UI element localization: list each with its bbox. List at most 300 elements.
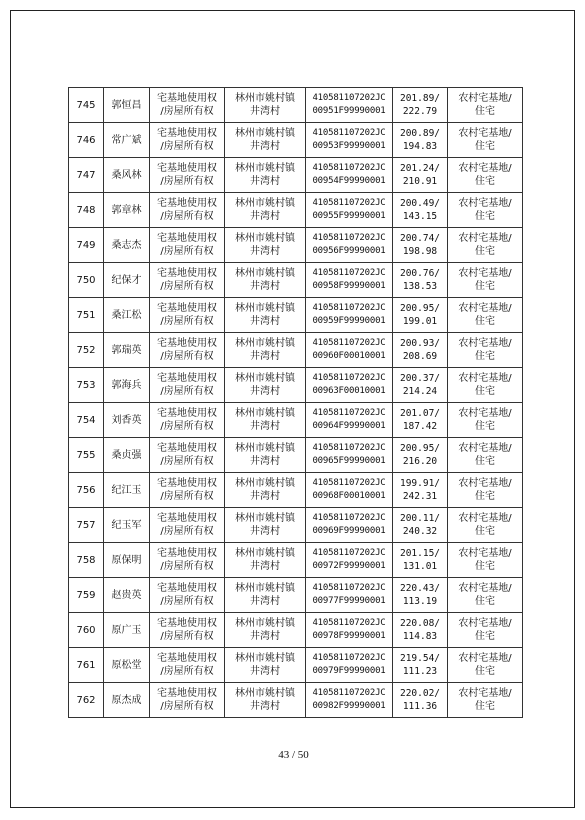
registry-table: [68, 87, 523, 718]
owner-name-cell: 原松堂: [104, 648, 150, 683]
land-use-line: 农村宅基地/: [458, 163, 512, 174]
land-use-line: 农村宅基地/: [458, 233, 512, 244]
parcel-code-cell: [306, 298, 393, 333]
parcel-code-line: 410581107202JC: [312, 163, 386, 173]
land-use-line: 农村宅基地/: [458, 443, 512, 454]
location-line: 林州市姚村镇: [235, 688, 295, 699]
area-cell: [393, 473, 448, 508]
land-use-cell: [448, 193, 523, 228]
parcel-code-cell: [306, 88, 393, 123]
location-line: 林州市姚村镇: [235, 373, 295, 384]
right-type-cell: [150, 228, 225, 263]
land-use-line: 农村宅基地/: [458, 653, 512, 664]
location-cell: [225, 228, 306, 263]
location-cell: [225, 193, 306, 228]
location-cell: [225, 508, 306, 543]
land-use-line: 住宅: [475, 596, 495, 607]
right-type-line: 宅基地使用权: [157, 93, 217, 104]
land-use-line: 农村宅基地/: [458, 513, 512, 524]
area-cell: [393, 333, 448, 368]
right-type-line: /房屋所有权: [160, 281, 214, 292]
location-line: 井湾村: [250, 246, 280, 257]
area-line: 199.91/: [399, 478, 441, 489]
parcel-code-line: 410581107202JC: [312, 688, 386, 698]
parcel-code-line: 00968F00010001: [312, 491, 386, 501]
owner-name-cell: 桑江松: [104, 298, 150, 333]
location-line: 井湾村: [250, 631, 280, 642]
owner-name-cell: 桑志杰: [104, 228, 150, 263]
record-number-cell: 758: [69, 543, 104, 578]
area-line: 220.43/: [399, 583, 441, 594]
table-row: [69, 158, 523, 193]
parcel-code-line: 410581107202JC: [312, 93, 386, 103]
record-number-cell: 756: [69, 473, 104, 508]
owner-name-cell: 原杰成: [104, 683, 150, 718]
location-line: 林州市姚村镇: [235, 93, 295, 104]
parcel-code-cell: [306, 613, 393, 648]
record-number-cell: 762: [69, 683, 104, 718]
right-type-line: /房屋所有权: [160, 106, 214, 117]
land-use-cell: [448, 298, 523, 333]
table-row: [69, 683, 523, 718]
area-line: 210.91: [402, 176, 438, 187]
table-row: [69, 228, 523, 263]
location-cell: [225, 123, 306, 158]
parcel-code-line: 410581107202JC: [312, 583, 386, 593]
land-use-cell: [448, 473, 523, 508]
location-line: 林州市姚村镇: [235, 338, 295, 349]
parcel-code-cell: [306, 648, 393, 683]
parcel-code-line: 00963F00010001: [312, 386, 386, 396]
area-line: 113.19: [402, 596, 438, 607]
owner-name-cell: 赵贵英: [104, 578, 150, 613]
table-row: [69, 403, 523, 438]
record-number-cell: 747: [69, 158, 104, 193]
land-use-cell: [448, 543, 523, 578]
parcel-code-cell: [306, 543, 393, 578]
right-type-cell: [150, 368, 225, 403]
land-use-line: 农村宅基地/: [458, 303, 512, 314]
right-type-line: /房屋所有权: [160, 141, 214, 152]
parcel-code-line: 00965F99990001: [312, 456, 386, 466]
area-line: 131.01: [402, 561, 438, 572]
table-row: [69, 368, 523, 403]
right-type-line: 宅基地使用权: [157, 408, 217, 419]
area-line: 240.32: [402, 526, 438, 537]
area-cell: [393, 263, 448, 298]
land-use-cell: [448, 648, 523, 683]
area-line: 201.89/: [399, 93, 441, 104]
land-use-line: 住宅: [475, 491, 495, 502]
location-line: 林州市姚村镇: [235, 198, 295, 209]
parcel-code-line: 00955F99990001: [312, 211, 386, 221]
area-cell: [393, 508, 448, 543]
right-type-line: 宅基地使用权: [157, 163, 217, 174]
right-type-cell: [150, 543, 225, 578]
land-use-cell: [448, 438, 523, 473]
area-line: 222.79: [402, 106, 438, 117]
right-type-cell: [150, 613, 225, 648]
area-line: 200.74/: [399, 233, 441, 244]
right-type-cell: [150, 88, 225, 123]
parcel-code-line: 00956F99990001: [312, 246, 386, 256]
location-line: 井湾村: [250, 596, 280, 607]
land-use-line: 农村宅基地/: [458, 268, 512, 279]
land-use-cell: [448, 368, 523, 403]
parcel-code-line: 00972F99990001: [312, 561, 386, 571]
right-type-line: /房屋所有权: [160, 421, 214, 432]
location-line: 林州市姚村镇: [235, 618, 295, 629]
parcel-code-line: 00978F99990001: [312, 631, 386, 641]
parcel-code-line: 410581107202JC: [312, 373, 386, 383]
parcel-code-cell: [306, 508, 393, 543]
right-type-cell: [150, 193, 225, 228]
parcel-code-cell: [306, 228, 393, 263]
location-line: 井湾村: [250, 211, 280, 222]
record-number-cell: 755: [69, 438, 104, 473]
land-use-line: 住宅: [475, 666, 495, 677]
area-line: 201.07/: [399, 408, 441, 419]
parcel-code-cell: [306, 438, 393, 473]
owner-name-cell: 桑风林: [104, 158, 150, 193]
owner-name-cell: 原保明: [104, 543, 150, 578]
parcel-code-line: 410581107202JC: [312, 198, 386, 208]
area-line: 220.02/: [399, 688, 441, 699]
location-line: 林州市姚村镇: [235, 303, 295, 314]
right-type-line: 宅基地使用权: [157, 548, 217, 559]
location-line: 林州市姚村镇: [235, 653, 295, 664]
land-use-line: 住宅: [475, 281, 495, 292]
owner-name-cell: 常广斌: [104, 123, 150, 158]
owner-name-cell: 纪保才: [104, 263, 150, 298]
area-line: 200.95/: [399, 303, 441, 314]
right-type-line: 宅基地使用权: [157, 198, 217, 209]
location-cell: [225, 578, 306, 613]
right-type-cell: [150, 403, 225, 438]
right-type-line: /房屋所有权: [160, 666, 214, 677]
location-line: 林州市姚村镇: [235, 163, 295, 174]
right-type-line: /房屋所有权: [160, 456, 214, 467]
land-use-line: 农村宅基地/: [458, 688, 512, 699]
right-type-line: 宅基地使用权: [157, 583, 217, 594]
location-line: 林州市姚村镇: [235, 408, 295, 419]
location-line: 井湾村: [250, 701, 280, 712]
right-type-cell: [150, 158, 225, 193]
land-use-cell: [448, 158, 523, 193]
parcel-code-line: 410581107202JC: [312, 303, 386, 313]
location-line: 井湾村: [250, 421, 280, 432]
area-line: 220.08/: [399, 618, 441, 629]
parcel-code-cell: [306, 403, 393, 438]
parcel-code-cell: [306, 193, 393, 228]
location-cell: [225, 473, 306, 508]
right-type-line: 宅基地使用权: [157, 653, 217, 664]
right-type-line: 宅基地使用权: [157, 443, 217, 454]
owner-name-cell: 郭海兵: [104, 368, 150, 403]
area-line: 200.49/: [399, 198, 441, 209]
owner-name-cell: 郭恒昌: [104, 88, 150, 123]
location-line: 井湾村: [250, 491, 280, 502]
location-line: 井湾村: [250, 456, 280, 467]
right-type-line: 宅基地使用权: [157, 688, 217, 699]
area-line: 138.53: [402, 281, 438, 292]
land-use-line: 住宅: [475, 246, 495, 257]
right-type-line: /房屋所有权: [160, 386, 214, 397]
area-line: 114.83: [402, 631, 438, 642]
land-use-line: 住宅: [475, 211, 495, 222]
registry-table-body: [69, 88, 523, 718]
area-line: 200.11/: [399, 513, 441, 524]
area-line: 111.36: [402, 701, 438, 712]
parcel-code-line: 00959F99990001: [312, 316, 386, 326]
land-use-line: 住宅: [475, 316, 495, 327]
area-line: 198.98: [402, 246, 438, 257]
location-cell: [225, 403, 306, 438]
land-use-cell: [448, 403, 523, 438]
table-row: [69, 88, 523, 123]
right-type-line: 宅基地使用权: [157, 618, 217, 629]
table-row: [69, 473, 523, 508]
location-cell: [225, 298, 306, 333]
land-use-line: 住宅: [475, 561, 495, 572]
location-line: 林州市姚村镇: [235, 268, 295, 279]
record-number-cell: 751: [69, 298, 104, 333]
right-type-cell: [150, 683, 225, 718]
location-cell: [225, 648, 306, 683]
table-row: [69, 333, 523, 368]
location-line: 井湾村: [250, 666, 280, 677]
record-number-cell: 745: [69, 88, 104, 123]
record-number-cell: 759: [69, 578, 104, 613]
area-line: 200.93/: [399, 338, 441, 349]
table-row: [69, 438, 523, 473]
right-type-cell: [150, 298, 225, 333]
right-type-cell: [150, 508, 225, 543]
parcel-code-line: 00969F99990001: [312, 526, 386, 536]
right-type-line: /房屋所有权: [160, 491, 214, 502]
location-cell: [225, 158, 306, 193]
area-cell: [393, 648, 448, 683]
document-page: [10, 10, 575, 808]
land-use-line: 农村宅基地/: [458, 408, 512, 419]
record-number-cell: 746: [69, 123, 104, 158]
owner-name-cell: 原广玉: [104, 613, 150, 648]
location-line: 井湾村: [250, 316, 280, 327]
parcel-code-cell: [306, 123, 393, 158]
record-number-cell: 761: [69, 648, 104, 683]
location-cell: [225, 613, 306, 648]
area-cell: [393, 578, 448, 613]
parcel-code-line: 410581107202JC: [312, 513, 386, 523]
table-row: [69, 508, 523, 543]
parcel-code-line: 00979F99990001: [312, 666, 386, 676]
record-number-cell: 749: [69, 228, 104, 263]
land-use-line: 农村宅基地/: [458, 618, 512, 629]
land-use-cell: [448, 228, 523, 263]
record-number-cell: 750: [69, 263, 104, 298]
area-line: 201.24/: [399, 163, 441, 174]
table-row: [69, 123, 523, 158]
land-use-line: 住宅: [475, 421, 495, 432]
area-cell: [393, 228, 448, 263]
location-line: 林州市姚村镇: [235, 513, 295, 524]
record-number-cell: 760: [69, 613, 104, 648]
location-cell: [225, 263, 306, 298]
table-row: [69, 613, 523, 648]
land-use-cell: [448, 88, 523, 123]
area-line: 242.31: [402, 491, 438, 502]
parcel-code-cell: [306, 578, 393, 613]
area-cell: [393, 438, 448, 473]
area-line: 200.37/: [399, 373, 441, 384]
location-line: 井湾村: [250, 526, 280, 537]
area-line: 111.23: [402, 666, 438, 677]
land-use-cell: [448, 333, 523, 368]
parcel-code-cell: [306, 473, 393, 508]
location-cell: [225, 368, 306, 403]
parcel-code-line: 410581107202JC: [312, 548, 386, 558]
land-use-line: 农村宅基地/: [458, 478, 512, 489]
owner-name-cell: 桑贞强: [104, 438, 150, 473]
table-row: [69, 263, 523, 298]
owner-name-cell: 纪江玉: [104, 473, 150, 508]
area-line: 214.24: [402, 386, 438, 397]
right-type-line: /房屋所有权: [160, 211, 214, 222]
location-cell: [225, 88, 306, 123]
land-use-line: 住宅: [475, 701, 495, 712]
parcel-code-line: 410581107202JC: [312, 408, 386, 418]
right-type-line: /房屋所有权: [160, 176, 214, 187]
area-cell: [393, 613, 448, 648]
right-type-line: /房屋所有权: [160, 561, 214, 572]
right-type-line: /房屋所有权: [160, 701, 214, 712]
parcel-code-line: 00977F99990001: [312, 596, 386, 606]
right-type-cell: [150, 263, 225, 298]
land-use-cell: [448, 578, 523, 613]
area-cell: [393, 158, 448, 193]
right-type-line: 宅基地使用权: [157, 268, 217, 279]
area-cell: [393, 88, 448, 123]
parcel-code-line: 410581107202JC: [312, 268, 386, 278]
location-line: 林州市姚村镇: [235, 583, 295, 594]
area-line: 200.95/: [399, 443, 441, 454]
right-type-line: 宅基地使用权: [157, 373, 217, 384]
parcel-code-line: 410581107202JC: [312, 443, 386, 453]
land-use-cell: [448, 263, 523, 298]
parcel-code-line: 410581107202JC: [312, 128, 386, 138]
land-use-line: 住宅: [475, 141, 495, 152]
right-type-line: /房屋所有权: [160, 596, 214, 607]
table-row: [69, 578, 523, 613]
area-line: 143.15: [402, 211, 438, 222]
location-line: 林州市姚村镇: [235, 233, 295, 244]
right-type-line: /房屋所有权: [160, 631, 214, 642]
right-type-cell: [150, 648, 225, 683]
location-cell: [225, 683, 306, 718]
parcel-code-cell: [306, 368, 393, 403]
land-use-line: 住宅: [475, 526, 495, 537]
area-line: 216.20: [402, 456, 438, 467]
right-type-cell: [150, 473, 225, 508]
area-cell: [393, 368, 448, 403]
right-type-line: 宅基地使用权: [157, 303, 217, 314]
area-line: 201.15/: [399, 548, 441, 559]
right-type-line: 宅基地使用权: [157, 513, 217, 524]
area-line: 200.89/: [399, 128, 441, 139]
location-line: 林州市姚村镇: [235, 128, 295, 139]
right-type-line: /房屋所有权: [160, 316, 214, 327]
record-number-cell: 753: [69, 368, 104, 403]
area-cell: [393, 403, 448, 438]
table-row: [69, 648, 523, 683]
location-line: 林州市姚村镇: [235, 443, 295, 454]
location-cell: [225, 333, 306, 368]
land-use-line: 农村宅基地/: [458, 583, 512, 594]
parcel-code-line: 00958F99990001: [312, 281, 386, 291]
area-cell: [393, 543, 448, 578]
parcel-code-line: 00960F00010001: [312, 351, 386, 361]
area-cell: [393, 683, 448, 718]
area-line: 199.01: [402, 316, 438, 327]
right-type-line: 宅基地使用权: [157, 338, 217, 349]
owner-name-cell: 郭章林: [104, 193, 150, 228]
location-cell: [225, 438, 306, 473]
land-use-cell: [448, 683, 523, 718]
location-line: 井湾村: [250, 176, 280, 187]
location-line: 井湾村: [250, 386, 280, 397]
area-line: 219.54/: [399, 653, 441, 664]
land-use-line: 农村宅基地/: [458, 548, 512, 559]
right-type-line: 宅基地使用权: [157, 233, 217, 244]
parcel-code-cell: [306, 158, 393, 193]
table-row: [69, 298, 523, 333]
location-cell: [225, 543, 306, 578]
table-row: [69, 193, 523, 228]
right-type-cell: [150, 438, 225, 473]
owner-name-cell: 纪玉军: [104, 508, 150, 543]
land-use-line: 住宅: [475, 176, 495, 187]
area-cell: [393, 193, 448, 228]
location-line: 井湾村: [250, 281, 280, 292]
land-use-line: 住宅: [475, 456, 495, 467]
land-use-cell: [448, 613, 523, 648]
location-line: 井湾村: [250, 106, 280, 117]
right-type-line: 宅基地使用权: [157, 128, 217, 139]
record-number-cell: 757: [69, 508, 104, 543]
parcel-code-line: 410581107202JC: [312, 478, 386, 488]
table-row: [69, 543, 523, 578]
land-use-cell: [448, 508, 523, 543]
parcel-code-cell: [306, 683, 393, 718]
parcel-code-line: 410581107202JC: [312, 618, 386, 628]
parcel-code-line: 00964F99990001: [312, 421, 386, 431]
land-use-line: 住宅: [475, 631, 495, 642]
right-type-line: /房屋所有权: [160, 526, 214, 537]
record-number-cell: 752: [69, 333, 104, 368]
owner-name-cell: 刘香英: [104, 403, 150, 438]
right-type-line: /房屋所有权: [160, 351, 214, 362]
area-cell: [393, 298, 448, 333]
parcel-code-line: 00953F99990001: [312, 141, 386, 151]
right-type-line: /房屋所有权: [160, 246, 214, 257]
parcel-code-line: 00982F99990001: [312, 701, 386, 711]
location-line: 井湾村: [250, 351, 280, 362]
land-use-line: 农村宅基地/: [458, 198, 512, 209]
right-type-line: 宅基地使用权: [157, 478, 217, 489]
page-number: 43 / 50: [278, 749, 309, 761]
record-number-cell: 748: [69, 193, 104, 228]
parcel-code-line: 410581107202JC: [312, 233, 386, 243]
